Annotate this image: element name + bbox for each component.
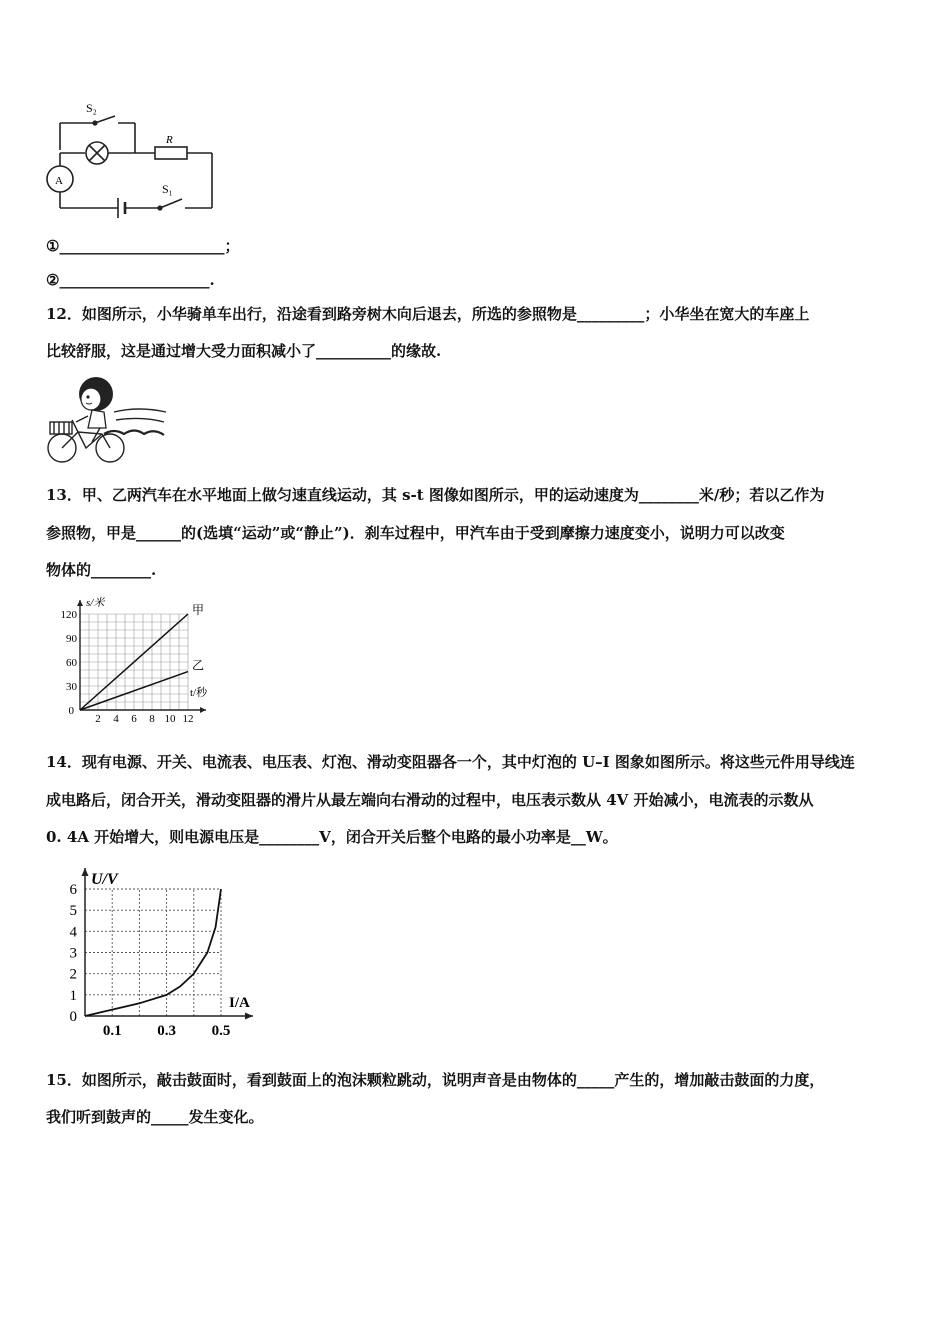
- answer-blank: ______________________: [59, 237, 225, 255]
- q12-text-line-2: 比较舒服，这是通过增大受力面积减小了__________的缘故.: [46, 342, 442, 360]
- ammeter-label: A: [55, 175, 63, 187]
- x-tick-label: 2: [95, 713, 101, 724]
- q13-text-line-3: 物体的________.: [46, 561, 157, 579]
- q14-text-line-1: 14．现有电源、开关、电流表、电压表、灯泡、滑动变阻器各一个，其中灯泡的 U–I 图象如图所示。将这些元件用导线连: [46, 753, 855, 771]
- y-tick-label: 2: [69, 966, 77, 983]
- answer-end: .: [209, 271, 215, 289]
- x-axis-arrow: [245, 1013, 253, 1020]
- y-tick-label: 90: [66, 633, 77, 645]
- q14-text-line-2: 成电路后，闭合开关，滑动变阻器的滑片从最左端向右滑动的过程中，电压表示数从 4V 开始减小，电流表的示数从: [46, 791, 814, 809]
- q15-text-line-2: 我们听到鼓声的_____发生变化。: [46, 1108, 264, 1126]
- x-tick-label: 12: [182, 713, 194, 724]
- y-axis-label: U/V: [91, 871, 118, 888]
- y-tick-label: 3: [69, 945, 77, 962]
- s2-switch-blade: [95, 116, 115, 123]
- answer-blank: ____________________: [59, 271, 210, 289]
- x-tick-label: 4: [113, 713, 119, 724]
- y-tick-label: 120: [60, 609, 77, 621]
- q14-text-line-3: 0. 4A 开始增大，则电源电压是________V，闭合开关后整个电路的最小功率是__W。: [46, 828, 618, 846]
- answer-end: ；: [224, 237, 240, 255]
- answer-marker: ②: [46, 271, 60, 289]
- y-tick-label: 6: [69, 882, 77, 898]
- series-label: 乙: [192, 658, 205, 673]
- x-tick-label: 0.1: [102, 1023, 122, 1039]
- x-tick-label: 6: [131, 713, 137, 724]
- x-axis-arrow: [200, 707, 206, 713]
- x-axis-label: I/A: [229, 995, 250, 1011]
- circuit-diagram: [40, 98, 230, 218]
- q13-text-line-1: 13．甲、乙两汽车在水平地面上做匀速直线运动，其 s-t 图像如图所示，甲的运动速度为________米/秒；若以乙作为: [46, 486, 825, 504]
- y-tick-label: 5: [69, 903, 77, 920]
- y-axis-arrow: [82, 868, 89, 876]
- y-tick-label: 1: [69, 987, 77, 1004]
- x-tick-label: 10: [164, 713, 176, 724]
- answer-marker: ①: [46, 237, 60, 255]
- q13-text-line-2: 参照物，甲是______的(选填“运动”或“静止”)．刹车过程中，甲汽车由于受到摩擦力速度变小，说明力可以改变: [46, 524, 785, 542]
- q11-answer-line-1: [46, 236, 239, 256]
- q11-answer-line-2: [46, 270, 215, 290]
- series-label: 甲: [192, 603, 205, 617]
- y-tick-label: 30: [66, 681, 77, 693]
- s2-label: S₂: [86, 101, 97, 115]
- q15-text-line-1: 15．如图所示，敲击鼓面时，看到鼓面上的泡沫颗粒跳动，说明声音是由物体的_____产生的，增加敲击鼓面的力度，: [46, 1071, 825, 1089]
- resistor-label: R: [166, 134, 173, 146]
- y-tick-label: 4: [69, 924, 77, 941]
- s1-switch-blade: [160, 199, 182, 208]
- s-t-chart: [52, 592, 222, 724]
- x-tick-label: 0.3: [157, 1023, 176, 1039]
- resistor-symbol: [155, 147, 187, 159]
- x-axis-label: t/秒: [190, 687, 208, 699]
- x-tick-label: 0.5: [211, 1023, 231, 1039]
- s1-label: S₁: [162, 182, 173, 196]
- origin-label: 0: [68, 705, 74, 717]
- y-axis-label: s/米: [86, 597, 105, 609]
- y-tick-label: 60: [66, 657, 77, 669]
- y-tick-label: 0: [69, 1009, 77, 1025]
- y-axis-arrow: [77, 600, 83, 606]
- q12-text-line-1: 12．如图所示，小华骑单车出行，沿途看到路旁树木向后退去，所选的参照物是_________；小华坐在宽大的车座上: [46, 305, 810, 323]
- x-tick-label: 8: [149, 713, 155, 724]
- girl-on-bicycle-illustration: [44, 372, 174, 468]
- u-i-chart: [58, 862, 258, 1042]
